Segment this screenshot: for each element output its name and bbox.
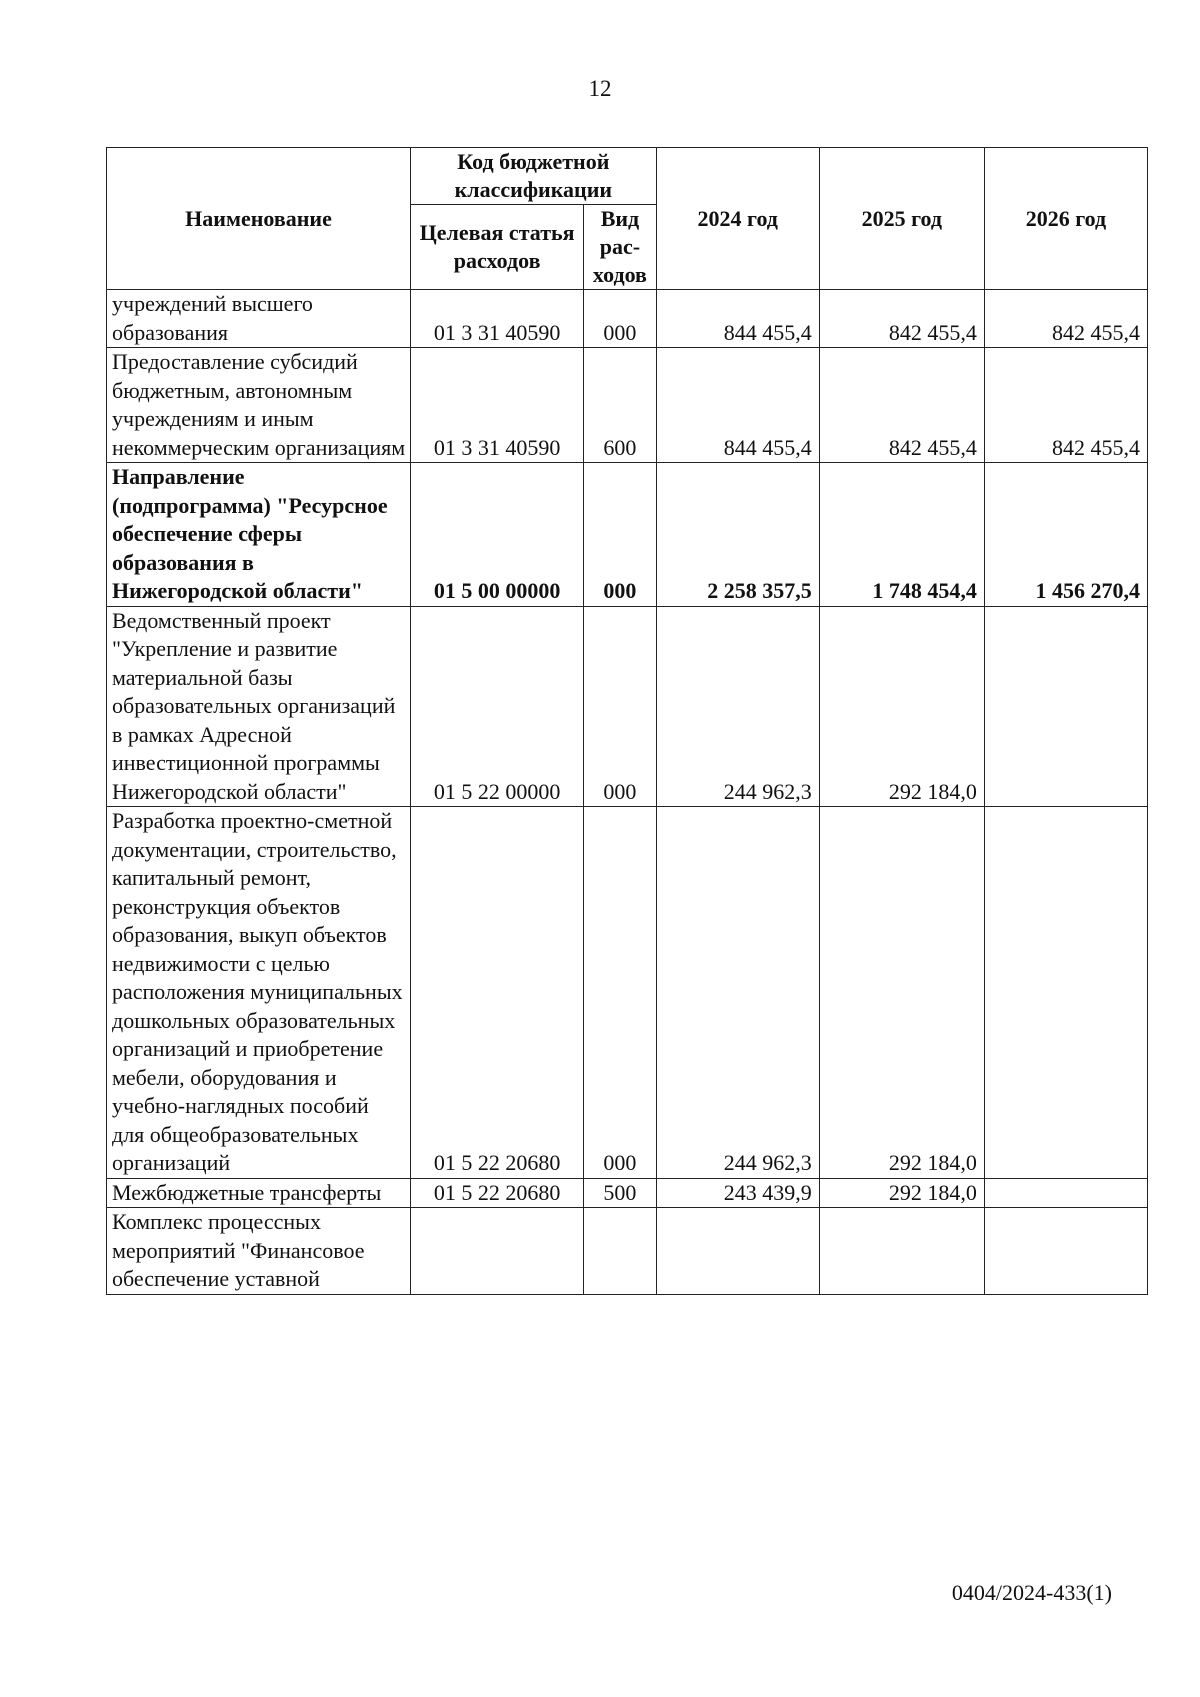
table-row [107,290,1148,348]
row-2026 [984,1208,1147,1295]
header-2025: 2025 год [819,148,984,290]
row-2025: 292 184,0 [819,606,984,807]
header-2024: 2024 год [656,148,819,290]
row-2026 [984,807,1147,1179]
row-2024: 244 962,3 [656,807,819,1179]
row-type: 000 [584,807,656,1179]
table-row [107,348,1148,463]
row-2024: 244 962,3 [656,606,819,807]
row-name: Направление (подпрограмма) "Ресурсное обеспечение сферы образования в Нижегородской области" [107,463,411,607]
table-row [107,463,1148,607]
header-name: Наименование [107,148,411,290]
row-type: 600 [584,348,656,463]
row-target: 01 5 00 00000 [411,463,584,607]
row-2025: 842 455,4 [819,290,984,348]
row-2025: 292 184,0 [819,1178,984,1208]
row-2024: 243 439,9 [656,1178,819,1208]
row-type: 000 [584,463,656,607]
row-type: 000 [584,290,656,348]
row-type: 500 [584,1178,656,1208]
page-number: 12 [588,76,612,101]
row-2024: 844 455,4 [656,290,819,348]
row-2024 [656,1208,819,1295]
row-2026: 1 456 270,4 [984,463,1147,607]
row-2024: 2 258 357,5 [656,463,819,607]
row-2025: 842 455,4 [819,348,984,463]
row-name: Комплекс процессных мероприятий "Финансовое обеспечение уставной [107,1208,411,1295]
row-name: Разработка проектно-сметной документации, строительство, капитальный ремонт, реконструкция объектов образования, выкуп объектов недвижимости с целью расположения муниципальных дошкольных образовательных организаций и приобретение мебели, оборудования и учебно-наглядных пособий для общеобразовательных организаций [107,807,411,1179]
row-name: Предоставление субсидий бюджетным, автономным учреждениям и иным некоммерческим организациям [107,348,411,463]
row-type: 000 [584,606,656,807]
row-target: 01 3 31 40590 [411,348,584,463]
row-name: учреждений высшего образования [107,290,411,348]
header-code-group: Код бюджетной классификации [411,148,657,205]
row-2026 [984,1178,1147,1208]
row-2025: 292 184,0 [819,807,984,1179]
header-target: Целевая статья расходов [411,205,584,290]
document-number: 0404/2024-433(1) [951,1580,1112,1605]
row-2025 [819,1208,984,1295]
row-target: 01 5 22 20680 [411,1178,584,1208]
row-2026: 842 455,4 [984,290,1147,348]
row-2026 [984,606,1147,807]
budget-table [106,147,1148,1295]
row-target: 01 5 22 00000 [411,606,584,807]
row-type [584,1208,656,1295]
header-type: Вид рас-ходов [584,205,656,290]
row-name: Межбюджетные трансферты [107,1178,411,1208]
row-target: 01 3 31 40590 [411,290,584,348]
row-2026: 842 455,4 [984,348,1147,463]
row-2024: 844 455,4 [656,348,819,463]
table-row [107,606,1148,807]
row-target [411,1208,584,1295]
row-name: Ведомственный проект "Укрепление и развитие материальной базы образовательных организаций в рамках Адресной инвестиционной программы Нижегородской области" [107,606,411,807]
table-row [107,1178,1148,1208]
row-2025: 1 748 454,4 [819,463,984,607]
header-2026: 2026 год [984,148,1147,290]
table-row [107,1208,1148,1295]
row-target: 01 5 22 20680 [411,807,584,1179]
table-row [107,807,1148,1179]
